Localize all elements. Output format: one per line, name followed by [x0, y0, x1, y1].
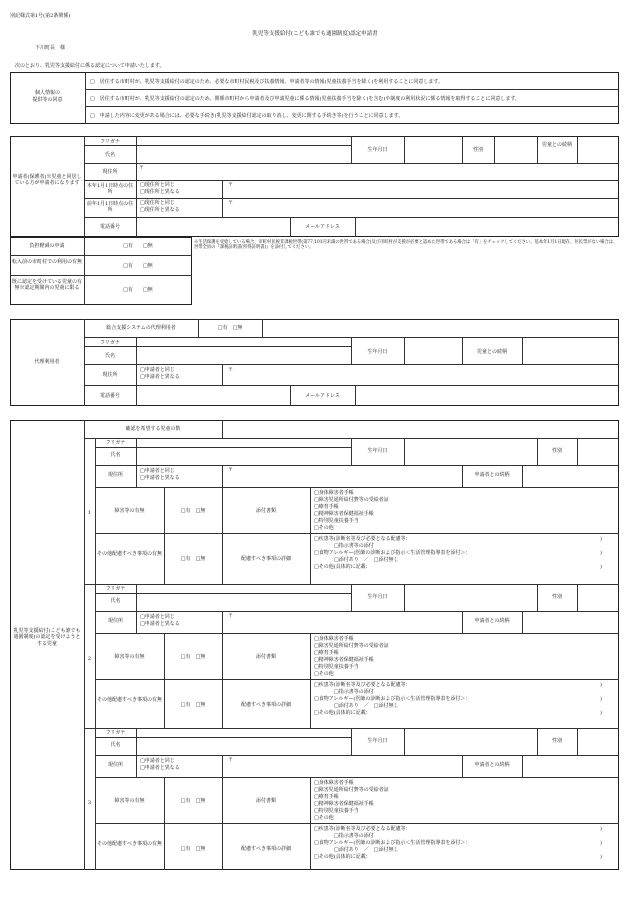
child-diff[interactable]: □申請者と異なる: [140, 621, 180, 627]
applicant-postal-mark: 〒: [139, 165, 145, 171]
form-id: 別記様式第1号(第2条関係): [10, 13, 71, 19]
child-care-line[interactable]: □指示書等の添付: [334, 689, 374, 695]
child-doc-item[interactable]: □障害児通所給付費等の受給者証: [314, 497, 389, 503]
child-diff[interactable]: □申請者と異なる: [140, 475, 180, 481]
child-name-label: 氏名: [110, 742, 121, 748]
child-attached-label: 添付書類: [255, 508, 276, 514]
child-disability-yes-no[interactable]: □有 □無: [180, 798, 206, 804]
child-doc-item[interactable]: □身体障害者手帳: [314, 490, 354, 496]
child-care-yes-no[interactable]: □有 □無: [180, 556, 206, 562]
child-address-label: 現住所: [107, 762, 123, 768]
child-care-yes-no[interactable]: □有 □無: [180, 846, 206, 852]
applicant-name-label: 氏名: [104, 152, 115, 158]
proxy-diff[interactable]: □申請者と異なる: [140, 374, 180, 380]
applicant-birth-label: 生年月日: [367, 147, 388, 153]
child-doc-item[interactable]: □精神障害者保健福祉手帳: [314, 511, 374, 517]
child-number: 1: [87, 510, 92, 516]
proxy-furigana-label: フリガナ: [100, 340, 120, 346]
child-doc-item[interactable]: □特別児童扶養手当: [314, 664, 359, 670]
child-care-line[interactable]: □添付あり ／ □添付無し: [334, 557, 399, 563]
child-care-paren: ): [600, 840, 602, 846]
child-same[interactable]: □申請者と同じ: [140, 758, 175, 764]
child-care-paren: ): [600, 696, 602, 702]
proxy-phone-label: 電話番号: [99, 393, 120, 399]
jan1-prev-same[interactable]: □現住所と同じ: [140, 200, 175, 206]
child-care-paren: ): [600, 536, 602, 542]
proxy-label: 代理利用者: [34, 359, 60, 365]
moved-in-yes-no[interactable]: □有 □無: [123, 263, 153, 269]
child-disability-yes-no[interactable]: □有 □無: [180, 508, 206, 514]
child-care-label: その他配慮すべき事項の有無: [97, 551, 162, 557]
child-care-line[interactable]: □指示書等の添付: [334, 833, 374, 839]
child-care-paren: ): [600, 710, 602, 716]
child-care-yes-no[interactable]: □有 □無: [180, 702, 206, 708]
child-care-line[interactable]: □添付あり ／ □添付無し: [334, 703, 399, 709]
child-sex-label: 性別: [551, 448, 562, 454]
child-care-paren: ): [600, 682, 602, 688]
child-furigana-label: フリガナ: [105, 440, 126, 446]
child-care-label: その他配慮すべき事項の有無: [97, 697, 162, 703]
child-same[interactable]: □申請者と同じ: [140, 614, 175, 620]
burden-note: ※生活保護を受給している場合、市町村民税非課税世帯(第77,101円未満の世帯である場合)及び市町村が支援が必要と認めた世帯である場合は「有」をチェックしてください。基本年1月1日現在、住民票がない場合は、世帯全員の『課税証明書(所得証明書)』を添付してください。: [194, 240, 618, 251]
child-care-line[interactable]: □指示書等の添付: [334, 543, 374, 549]
child-care-detail-label: 配慮すべき事項の詳細: [241, 702, 291, 708]
child-same[interactable]: □申請者と同じ: [140, 468, 175, 474]
child-birth-label: 生年月日: [367, 448, 388, 454]
consent-header-2: 提供等の同意: [32, 97, 63, 103]
child-disability-label: 障害等の有無: [114, 798, 145, 804]
child-doc-item[interactable]: □身体障害者手帳: [314, 780, 354, 786]
child-doc-item[interactable]: □療育手帳: [314, 650, 339, 656]
child-relation-label: 申請者との続柄: [474, 762, 510, 768]
child-relation-label: 申請者との続柄: [474, 618, 510, 624]
proxy-postal: 〒: [228, 367, 234, 373]
burden-label: 負担軽減の申請: [29, 243, 65, 249]
proxy-same[interactable]: □申請者と同じ: [140, 367, 175, 373]
child-postal: 〒: [228, 467, 234, 473]
child-care-line[interactable]: □添付あり ／ □添付無し: [334, 847, 399, 853]
child-doc-item[interactable]: □精神障害者保健福祉手帳: [314, 657, 374, 663]
applicant-label: 申請者(保護者)※児童と同居している方が申請者になります: [12, 174, 82, 187]
children-label: 乳児等支援給付(こども誰でも通園制度)の認定を受けようとする児童: [13, 628, 81, 647]
jan1-this-same[interactable]: □現住所と同じ: [140, 182, 175, 188]
proxy-name-label: 氏名: [104, 353, 115, 359]
child-name-label: 氏名: [110, 598, 121, 604]
child-postal: 〒: [228, 757, 234, 763]
addressee: 下川町長 様: [35, 45, 66, 51]
child-furigana-label: フリガナ: [105, 730, 126, 736]
consent-header-1: 個人情報の: [34, 90, 60, 96]
child-care-line[interactable]: □食物アレルギー(医師の診断および指示＜生活管理指導表を添付＞：: [314, 840, 471, 846]
jan1-this-postal: 〒: [228, 182, 234, 188]
child-doc-item[interactable]: □特別児童扶養手当: [314, 808, 359, 814]
child-doc-item[interactable]: □特別児童扶養手当: [314, 518, 359, 524]
moved-in-label: 転入前の市町村での利用の有無: [12, 259, 83, 265]
child-care-line[interactable]: □その他(具体的に記載：: [314, 710, 371, 716]
proxy-system-label: 総合支援システムの代理利用者: [106, 325, 176, 331]
child-doc-item[interactable]: □その他: [314, 815, 334, 821]
child-care-paren: ): [600, 826, 602, 832]
proxy-birth-label: 生年月日: [367, 349, 388, 355]
child-doc-item[interactable]: □精神障害者保健福祉手帳: [314, 801, 374, 807]
received-label: 既に認定を受けている児童の有無※認定期間内の児童に限る: [12, 279, 83, 292]
child-number: 3: [87, 800, 92, 806]
intro-text: 次のとおり、乳児等支援給付に係る認定について申請いたします。: [15, 63, 165, 69]
child-care-line[interactable]: □疾患等(診断名等及び必要となる配慮等：: [314, 826, 411, 832]
jan1-this-diff[interactable]: □現住所と異なる: [140, 189, 180, 195]
child-doc-item[interactable]: □身体障害者手帳: [314, 636, 354, 642]
child-sex-label: 性別: [551, 594, 562, 600]
child-number: 2: [87, 656, 92, 662]
child-relation-label: 申請者との続柄: [474, 472, 510, 478]
child-furigana-label: フリガナ: [105, 586, 126, 592]
child-doc-item[interactable]: □その他: [314, 525, 334, 531]
consent-item-3[interactable]: □ 申請した内容に変更がある場合には、必要な手続き(乳児等支援給付認定の取り消し、変更に関する手続き等)を行うことに同意します。: [90, 113, 404, 119]
child-care-detail-label: 配慮すべき事項の詳細: [241, 556, 291, 562]
child-birth-label: 生年月日: [367, 594, 388, 600]
applicant-relation-label: 児童との続柄: [541, 142, 572, 148]
jan1-prev-diff[interactable]: □現住所と異なる: [140, 207, 180, 213]
child-care-line[interactable]: □その他(具体的に記載：: [314, 564, 371, 570]
burden-yes-no[interactable]: □有 □無: [123, 243, 153, 249]
child-care-line[interactable]: □その他(具体的に記載：: [314, 854, 371, 860]
child-doc-item[interactable]: □療育手帳: [314, 504, 339, 510]
child-disability-label: 障害等の有無: [114, 654, 145, 660]
child-birth-label: 生年月日: [367, 738, 388, 744]
child-doc-item[interactable]: □障害児通所給付費等の受給者証: [314, 643, 389, 649]
child-care-paren: ): [600, 854, 602, 860]
child-disability-yes-no[interactable]: □有 □無: [180, 654, 206, 660]
proxy-yes-no[interactable]: □有 □無: [217, 325, 243, 331]
proxy-relation-label: 児童との続柄: [476, 349, 507, 355]
child-care-paren: ): [600, 550, 602, 556]
consent-item-2[interactable]: □ 居住する市町村が、乳児等支援給付の認定のため、関係市町村から申請者及び申請児童に係る情報(児童扶養手当を除く)を含む)や制度の利用状況に係る情報を取得することに同意します。: [90, 96, 520, 102]
child-attached-label: 添付書類: [255, 654, 276, 660]
applicant-phone-label: 電話番号: [99, 224, 120, 230]
child-name-label: 氏名: [110, 452, 121, 458]
child-care-line[interactable]: □疾患等(診断名等及び必要となる配慮等：: [314, 682, 411, 688]
child-sex-label: 性別: [551, 738, 562, 744]
child-count-label: 確認を希望する児童の数: [125, 426, 181, 432]
child-doc-item[interactable]: □療育手帳: [314, 794, 339, 800]
consent-item-1[interactable]: □ 居住する市町村が、乳児等支援給付の認定のため、必要な市町村民税及び扶養情報、申請者等の情報(児童扶養手当を除く)を利用することに同意します。: [90, 79, 444, 85]
child-attached-label: 添付書類: [255, 798, 276, 804]
applicant-furigana-label: フリガナ: [100, 139, 120, 145]
child-care-line[interactable]: □食物アレルギー(医師の診断および指示＜生活管理指導表を添付＞：: [314, 696, 471, 702]
proxy-address-label: 現住所: [102, 372, 118, 378]
child-care-label: その他配慮すべき事項の有無: [97, 841, 162, 847]
applicant-sex-label: 性別: [472, 147, 483, 153]
child-address-label: 現住所: [107, 472, 123, 478]
child-care-paren: ): [600, 564, 602, 570]
child-care-line[interactable]: □疾患等(診断名等及び必要となる配慮等：: [314, 536, 411, 542]
child-care-line[interactable]: □食物アレルギー(医師の診断および指示＜生活管理指導表を添付＞：: [314, 550, 471, 556]
jan1-prev-postal: 〒: [228, 200, 234, 206]
child-diff[interactable]: □申請者と異なる: [140, 765, 180, 771]
received-yes-no[interactable]: □有 □無: [123, 287, 153, 293]
page-title: 乳児等支援給付(こども誰でも通園制度)認定申請書: [252, 31, 378, 37]
child-doc-item[interactable]: □その他: [314, 671, 334, 677]
jan1-prev-label: 前年1月1日時点の住所: [86, 201, 134, 214]
child-address-label: 現住所: [107, 618, 123, 624]
child-care-detail-label: 配慮すべき事項の詳細: [241, 846, 291, 852]
jan1-this-label: 本年1月1日時点の住所: [86, 183, 134, 196]
child-doc-item[interactable]: □障害児通所給付費等の受給者証: [314, 787, 389, 793]
applicant-address-label: 現住所: [102, 169, 118, 175]
child-disability-label: 障害等の有無: [114, 508, 145, 514]
applicant-email-label: メールアドレス: [305, 224, 340, 230]
child-postal: 〒: [228, 613, 234, 619]
proxy-email-label: メールアドレス: [305, 393, 340, 399]
